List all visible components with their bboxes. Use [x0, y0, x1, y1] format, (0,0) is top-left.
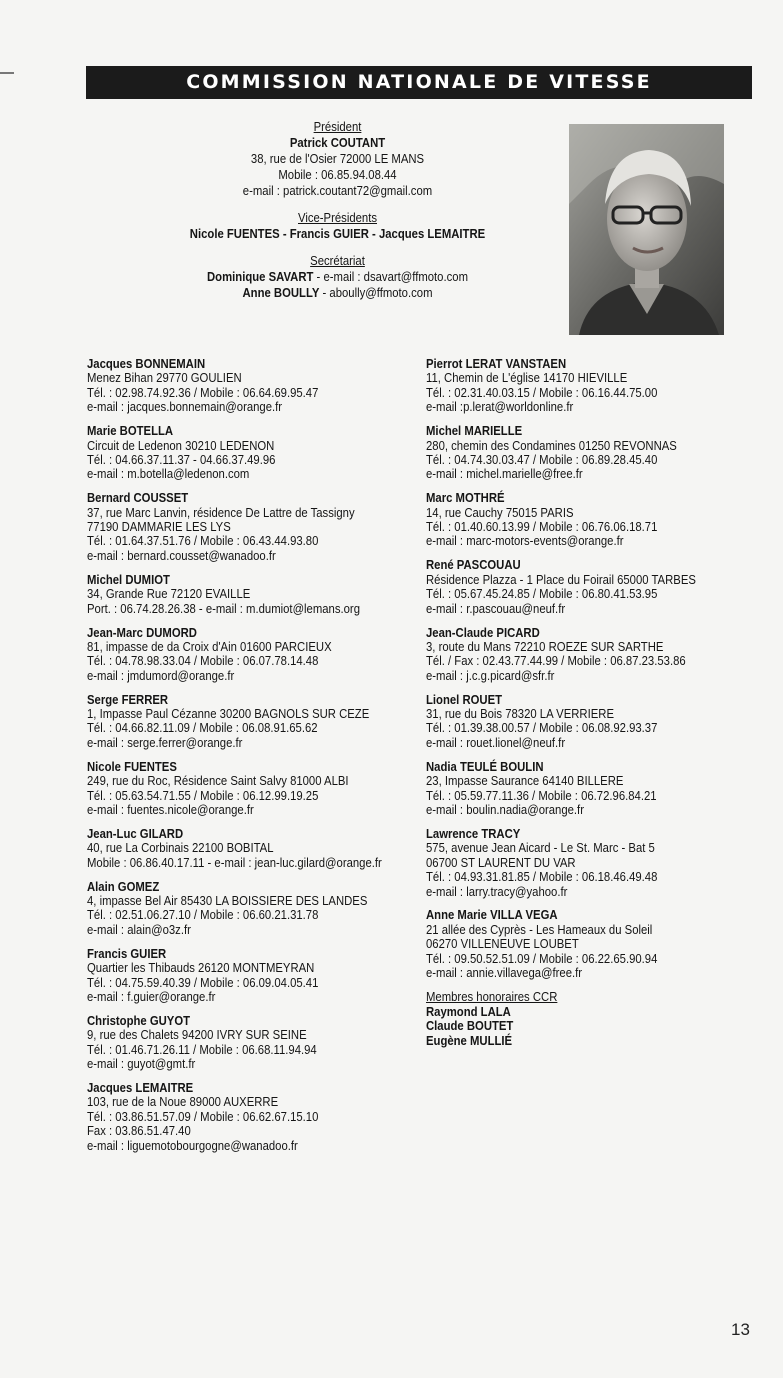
member-contact-line: Tél. : 05.63.54.71.55 / Mobile : 06.12.99.19.25: [87, 787, 319, 803]
member-contact-line: 3, route du Mans 72210 ROEZE SUR SARTHE: [426, 638, 664, 654]
member-contact-line: 4, impasse Bel Air 85430 LA BOISSIERE DES LANDES: [87, 893, 368, 908]
member-contact-line: e-mail : guyot@gmt.fr: [87, 1056, 196, 1072]
president-portrait-photo: [569, 124, 724, 335]
member-contact-line: Tél. : 05.59.77.11.36 / Mobile : 06.72.96.84.21: [426, 787, 657, 803]
member-contact-line: Tél. : 02.98.74.92.36 / Mobile : 06.64.69.95.47: [87, 384, 319, 400]
member-contact-line: e-mail : r.pascouau@neuf.fr: [426, 600, 566, 616]
member-contact-line: Tél. : 09.50.52.51.09 / Mobile : 06.22.65.90.94: [426, 950, 658, 966]
member-contact-line: Tél. : 02.31.40.03.15 / Mobile : 06.16.44.75.00: [426, 384, 658, 400]
member-name: Jacques LEMAITRE: [87, 1079, 194, 1095]
member-contact-line: Tél. : 04.75.59.40.39 / Mobile : 06.09.04.05.41: [87, 974, 319, 990]
member-contact-line: e-mail : annie.villavega@free.fr: [426, 965, 583, 981]
page-number: 13: [731, 1320, 750, 1339]
members-right-list: [426, 357, 726, 980]
member-name: Michel MARIELLE: [426, 423, 523, 439]
member-name: Lawrence TRACY: [426, 825, 521, 841]
member-entry: [87, 424, 387, 482]
member-name: René PASCOUAU: [426, 557, 521, 573]
member-contact-line: e-mail : rouet.lionel@neuf.fr: [426, 734, 566, 750]
member-name: Jean-Claude PICARD: [426, 624, 540, 640]
member-entry: [426, 760, 726, 818]
member-contact-line: e-mail : fuentes.nicole@orange.fr: [87, 801, 254, 817]
member-entry: [426, 491, 726, 549]
member-name: Bernard COUSSET: [87, 490, 189, 506]
member-name: Michel DUMIOT: [87, 571, 170, 587]
member-entry: [87, 1014, 387, 1072]
member-contact-line: 575, avenue Jean Aicard - Le St. Marc - Bat 5: [426, 840, 655, 856]
member-contact-line: Tél. : 01.64.37.51.76 / Mobile : 06.43.44.93.80: [87, 533, 319, 549]
member-contact-line: Tél. : 04.78.98.33.04 / Mobile : 06.07.78.14.48: [87, 653, 319, 669]
member-contact-line: 9, rue des Chalets 94200 IVRY SUR SEINE: [87, 1027, 307, 1043]
member-contact-line: Mobile : 06.86.40.17.11 - e-mail : jean-luc.gilard@orange.fr: [87, 854, 382, 870]
secretariat-contact-1: - e-mail : dsavart@ffmoto.com: [313, 269, 468, 284]
member-name: Christophe GUYOT: [87, 1012, 191, 1028]
member-contact-line: e-mail : jmdumord@orange.fr: [87, 667, 235, 683]
vice-presidents-label: Vice-Présidents: [297, 210, 378, 225]
member-name: Serge FERRER: [87, 691, 169, 707]
member-name: Francis GUIER: [87, 945, 167, 961]
honorary-members: [426, 990, 726, 1048]
member-contact-line: 06700 ST LAURENT DU VAR: [426, 854, 576, 870]
member-contact-line: e-mail : michel.marielle@free.fr: [426, 466, 583, 482]
member-entry: [87, 357, 387, 415]
member-contact-line: Tél. : 04.66.82.11.09 / Mobile : 06.08.91.65.62: [87, 720, 318, 736]
member-contact-line: Tél. : 01.40.60.13.99 / Mobile : 06.76.06.18.71: [426, 519, 658, 535]
member-entry: [87, 573, 387, 616]
honorary-members-title: Membres honoraires CCR: [426, 988, 558, 1004]
president-mobile: Mobile : 06.85.94.08.44: [278, 167, 397, 182]
honorary-member-name: Raymond LALA: [426, 1003, 511, 1019]
member-contact-line: e-mail : f.guier@orange.fr: [87, 988, 216, 1004]
member-contact-line: Tél. : 04.66.37.11.37 - 04.66.37.49.96: [87, 451, 276, 467]
member-contact-line: 23, Impasse Saurance 64140 BILLERE: [426, 773, 624, 789]
member-contact-line: e-mail :p.lerat@worldonline.fr: [426, 399, 574, 415]
member-entry: [87, 491, 387, 563]
member-contact-line: Quartier les Thibauds 26120 MONTMEYRAN: [87, 960, 315, 976]
member-contact-line: Tél. : 03.86.51.57.09 / Mobile : 06.62.67.15.10: [87, 1108, 319, 1124]
president-label: Président: [313, 119, 362, 134]
member-contact-line: e-mail : alain@o3z.fr: [87, 921, 191, 937]
member-contact-line: Résidence Plazza - 1 Place du Foirail 65000 TARBES: [426, 571, 696, 587]
member-contact-line: Circuit de Ledenon 30210 LEDENON: [87, 437, 275, 453]
member-name: Nicole FUENTES: [87, 758, 177, 774]
member-contact-line: Menez Bihan 29770 GOULIEN: [87, 370, 242, 386]
president-address: 38, rue de l'Osier 72000 LE MANS: [250, 151, 425, 166]
member-entry: [426, 827, 726, 899]
member-contact-line: Tél. : 05.67.45.24.85 / Mobile : 06.80.41.53.95: [426, 586, 658, 602]
member-contact-line: e-mail : boulin.nadia@orange.fr: [426, 801, 584, 817]
member-name: Jacques BONNEMAIN: [87, 356, 206, 371]
member-contact-line: 21 allée des Cyprès - Les Hameaux du Soleil: [426, 921, 653, 937]
president-email: e-mail : patrick.coutant72@gmail.com: [242, 183, 433, 198]
member-contact-line: e-mail : bernard.cousset@wanadoo.fr: [87, 547, 276, 563]
member-entry: [426, 626, 726, 684]
member-name: Marie BOTELLA: [87, 423, 174, 439]
member-contact-line: 103, rue de la Noue 89000 AUXERRE: [87, 1094, 279, 1110]
portrait-illustration: [569, 124, 724, 335]
member-entry: [87, 947, 387, 1005]
section-title-banner: COMMISSION NATIONALE DE VITESSE: [86, 66, 752, 99]
member-contact-line: 77190 DAMMARIE LES LYS: [87, 519, 231, 535]
member-contact-line: Tél. : 04.74.30.03.47 / Mobile : 06.89.28.45.40: [426, 451, 658, 467]
member-entry: [426, 558, 726, 616]
member-name: Alain GOMEZ: [87, 878, 160, 894]
member-contact-line: Tél. : 04.93.31.81.85 / Mobile : 06.18.46.49.48: [426, 869, 658, 885]
member-contact-line: 06270 VILLENEUVE LOUBET: [426, 936, 579, 952]
margin-mark: [0, 72, 14, 74]
member-name: Jean-Marc DUMORD: [87, 624, 197, 640]
member-contact-line: e-mail : m.botella@ledenon.com: [87, 466, 250, 482]
secretariat-name-1: Dominique SAVART: [207, 269, 314, 284]
member-contact-line: e-mail : serge.ferrer@orange.fr: [87, 734, 243, 750]
member-contact-line: 11, Chemin de L'église 14170 HIEVILLE: [426, 370, 628, 386]
members-left-column: [87, 357, 387, 1163]
secretariat-contact-2: - aboully@ffmoto.com: [319, 285, 433, 300]
member-entry: [426, 908, 726, 980]
member-entry: [87, 760, 387, 818]
member-contact-line: e-mail : larry.tracy@yahoo.fr: [426, 883, 568, 899]
member-entry: [87, 626, 387, 684]
member-contact-line: 34, Grande Rue 72120 EVAILLE: [87, 586, 251, 602]
member-contact-line: Tél. : 01.46.71.26.11 / Mobile : 06.68.11.94.94: [87, 1041, 317, 1057]
member-entry: [426, 357, 726, 415]
member-contact-line: e-mail : jacques.bonnemain@orange.fr: [87, 399, 283, 415]
secretariat-line-2: [148, 285, 526, 301]
member-contact-line: 14, rue Cauchy 75015 PARIS: [426, 504, 574, 520]
member-entry: [87, 880, 387, 938]
member-contact-line: e-mail : liguemotobourgogne@wanadoo.fr: [87, 1137, 298, 1153]
member-contact-line: 40, rue La Corbinais 22100 BOBITAL: [87, 840, 274, 856]
members-right-column: [426, 357, 726, 1048]
member-name: Anne Marie VILLA VEGA: [426, 907, 558, 923]
member-entry: [87, 827, 387, 870]
member-contact-line: e-mail : marc-motors-events@orange.fr: [426, 533, 624, 549]
member-contact-line: Port. : 06.74.28.26.38 - e-mail : m.dumiot@lemans.org: [87, 600, 361, 616]
member-name: Lionel ROUET: [426, 691, 503, 707]
secretariat-label: Secrétariat: [310, 253, 365, 268]
member-entry: [87, 693, 387, 751]
honorary-member-name: Claude BOUTET: [426, 1018, 514, 1034]
member-contact-line: 31, rue du Bois 78320 LA VERRIERE: [426, 706, 614, 722]
secretariat-name-2: Anne BOULLY: [242, 285, 320, 300]
member-entry: [426, 693, 726, 751]
honorary-member-name: Eugène MULLIÉ: [426, 1032, 513, 1048]
member-contact-line: Tél. : 02.51.06.27.10 / Mobile : 06.60.21.31.78: [87, 907, 319, 923]
member-name: Jean-Luc GILARD: [87, 825, 184, 841]
member-contact-line: Tél. / Fax : 02.43.77.44.99 / Mobile : 06.87.23.53.86: [426, 653, 686, 669]
member-entry: [426, 424, 726, 482]
member-contact-line: Tél. : 01.39.38.00.57 / Mobile : 06.08.92.93.37: [426, 720, 658, 736]
member-entry: [87, 1081, 387, 1153]
secretariat-line-1: [148, 269, 526, 285]
member-contact-line: 1, Impasse Paul Cézanne 30200 BAGNOLS SUR CEZE: [87, 706, 370, 722]
member-contact-line: e-mail : j.c.g.picard@sfr.fr: [426, 667, 555, 683]
board-block: [148, 119, 526, 301]
member-contact-line: 249, rue du Roc, Résidence Saint Salvy 81000 ALBI: [87, 773, 349, 789]
member-contact-line: Fax : 03.86.51.47.40: [87, 1123, 191, 1139]
president-name: Patrick COUTANT: [289, 135, 386, 150]
member-contact-line: 280, chemin des Condamines 01250 REVONNAS: [426, 437, 677, 453]
vice-presidents-names: Nicole FUENTES - Francis GUIER - Jacques LEMAITRE: [189, 226, 486, 241]
member-contact-line: 37, rue Marc Lanvin, résidence De Lattre de Tassigny: [87, 504, 355, 520]
member-name: Nadia TEULÉ BOULIN: [426, 758, 544, 774]
member-name: Pierrot LERAT VANSTAEN: [426, 356, 567, 371]
member-name: Marc MOTHRÉ: [426, 490, 505, 506]
member-contact-line: 81, impasse de da Croix d'Ain 01600 PARCIEUX: [87, 638, 332, 654]
